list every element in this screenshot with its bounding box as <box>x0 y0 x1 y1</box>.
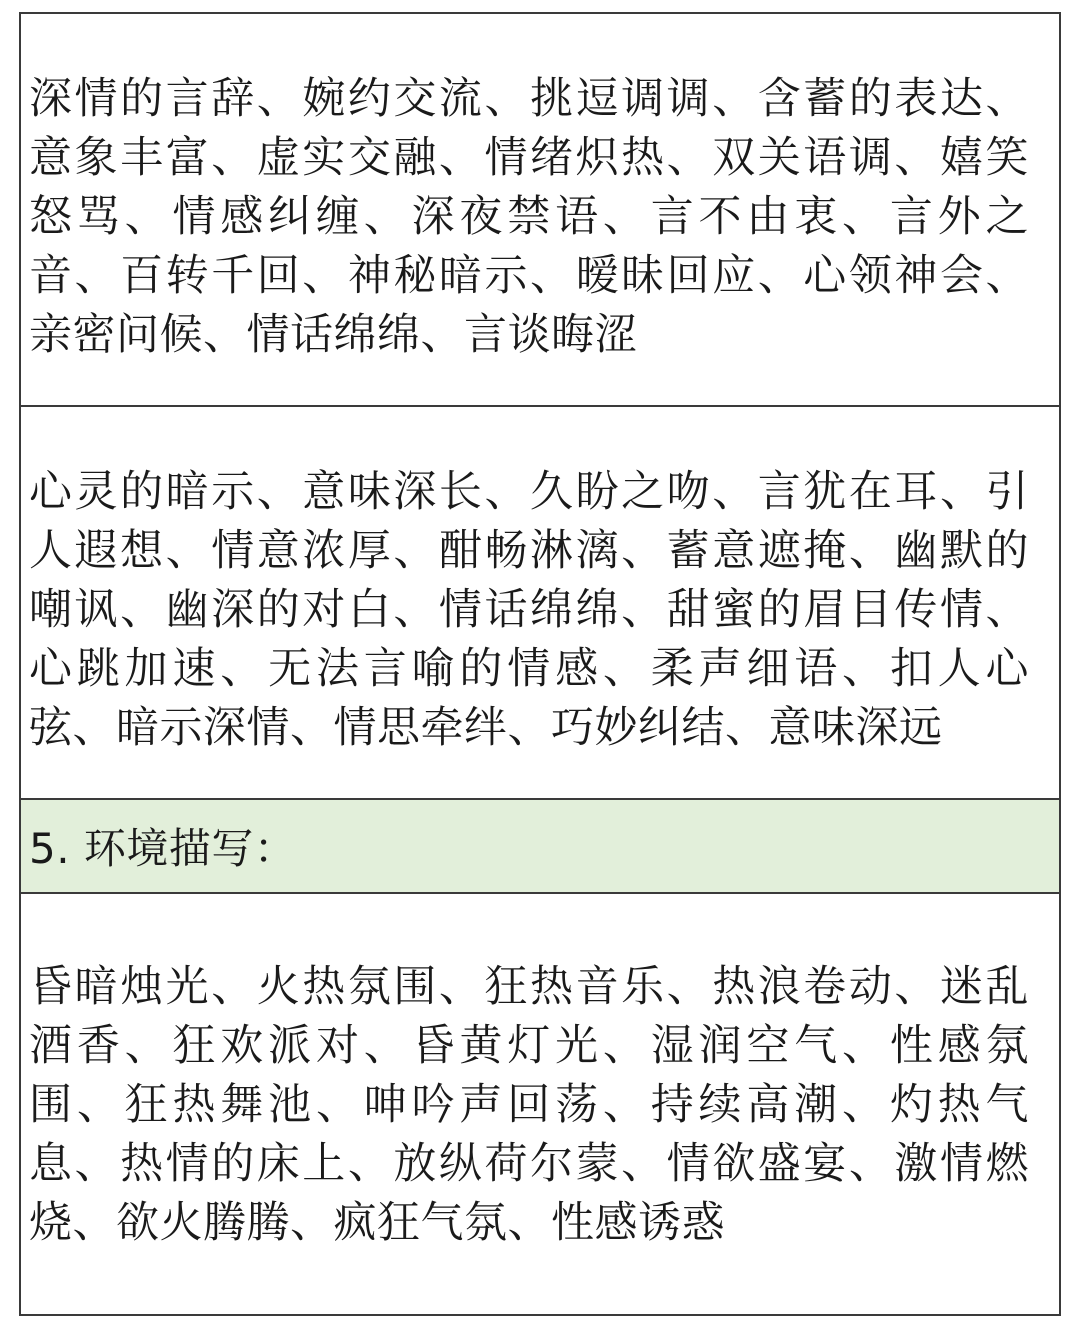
phrase-list: 昏暗烛光、火热氛围、狂热音乐、热浪卷动、迷乱酒香、狂欢派对、昏黄灯光、湿润空气、性感氛围、狂热舞池、呻吟声回荡、持续高潮、灼热气息、热情的床上、放纵荷尔蒙、情欲盛宴、激情燃烧、欲火腾腾、疯狂气氛、性感诱惑 <box>29 962 1029 1248</box>
table-row <box>21 407 1059 800</box>
section-heading-row <box>21 800 1059 894</box>
phrase-table <box>19 12 1061 1316</box>
table-row <box>21 894 1059 1314</box>
phrase-list: 心灵的暗示、意味深长、久盼之吻、言犹在耳、引人遐想、情意浓厚、酣畅淋漓、蓄意遮掩、幽默的嘲讽、幽深的对白、情话绵绵、甜蜜的眉目传情、心跳加速、无法言喻的情感、柔声细语、扣人心弦、暗示深情、情思牵绊、巧妙纠结、意味深远 <box>29 467 1029 753</box>
phrase-list: 深情的言辞、婉约交流、挑逗调调、含蓄的表达、意象丰富、虚实交融、情绪炽热、双关语调、嬉笑怒骂、情感纠缠、深夜禁语、言不由衷、言外之音、百转千回、神秘暗示、暧昧回应、心领神会、亲密问候、情话绵绵、言谈晦涩 <box>29 74 1029 360</box>
section-heading: 5. 环境描写： <box>29 824 297 873</box>
table-row <box>21 14 1059 407</box>
